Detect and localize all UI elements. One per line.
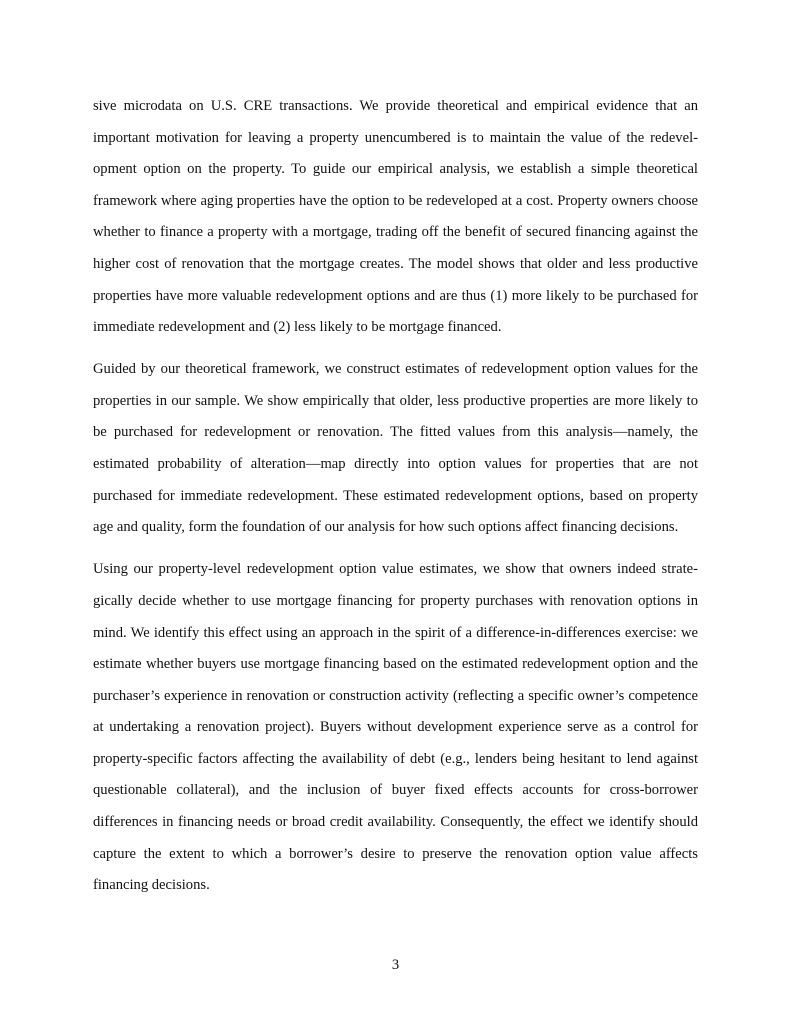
- paragraph-2: Guided by our theoretical framework, we construct estimates of redevelopment option values for the properties in our sample. We show empirically that older, less productive properties are more likely to be purchased for redevelopment or renovation. The fitted values from this analysis—namely, the estimated probability of alteration—map directly into option values for properties that are not purchased for immediate redevelopment. These estimated redevelopment options, based on property age and quality, form the foundation of our analysis for how such options affect financing decisions.: [93, 361, 698, 536]
- paragraph-3: Using our property-level redevelopment option value estimates, we show that owners indeed strategically decide whether to use mortgage financing for property purchases with renovation options in mind. We identify this effect using an approach in the spirit of a difference-in-differences exercise: we estimate whether buyers use mortgage financing based on the estimated redevelopment option and the purchaser’s experience in renovation or construction activity (reflecting a specific owner’s competence at undertaking a renovation project). Buyers without development experience serve as a control for property-specific factors affecting the availability of debt (e.g., lenders being hesitant to lend against questionable collateral), and the inclusion of buyer fixed effects accounts for cross-borrower differences in financing needs or broad credit availability. Consequently, the effect we identify should capture the extent to which a borrower’s desire to preserve the renovation option value affects financing decisions.: [93, 561, 698, 894]
- page-number: 3: [391, 957, 400, 973]
- body-text: [93, 91, 698, 902]
- paragraph-1: sive microdata on U.S. CRE transactions. We provide theoretical and empirical evidence that an important motivation for leaving a property unencumbered is to maintain the value of the redevelopment option on the property. To guide our empirical analysis, we establish a simple theoretical framework where aging properties have the option to be redeveloped at a cost. Property owners choose whether to finance a property with a mortgage, trading off the benefit of secured financing against the higher cost of renovation that the mortgage creates. The model shows that older and less productive properties have more valuable redevelopment options and are thus (1) more likely to be purchased for immediate redevelopment and (2) less likely to be mortgage financed.: [93, 98, 698, 336]
